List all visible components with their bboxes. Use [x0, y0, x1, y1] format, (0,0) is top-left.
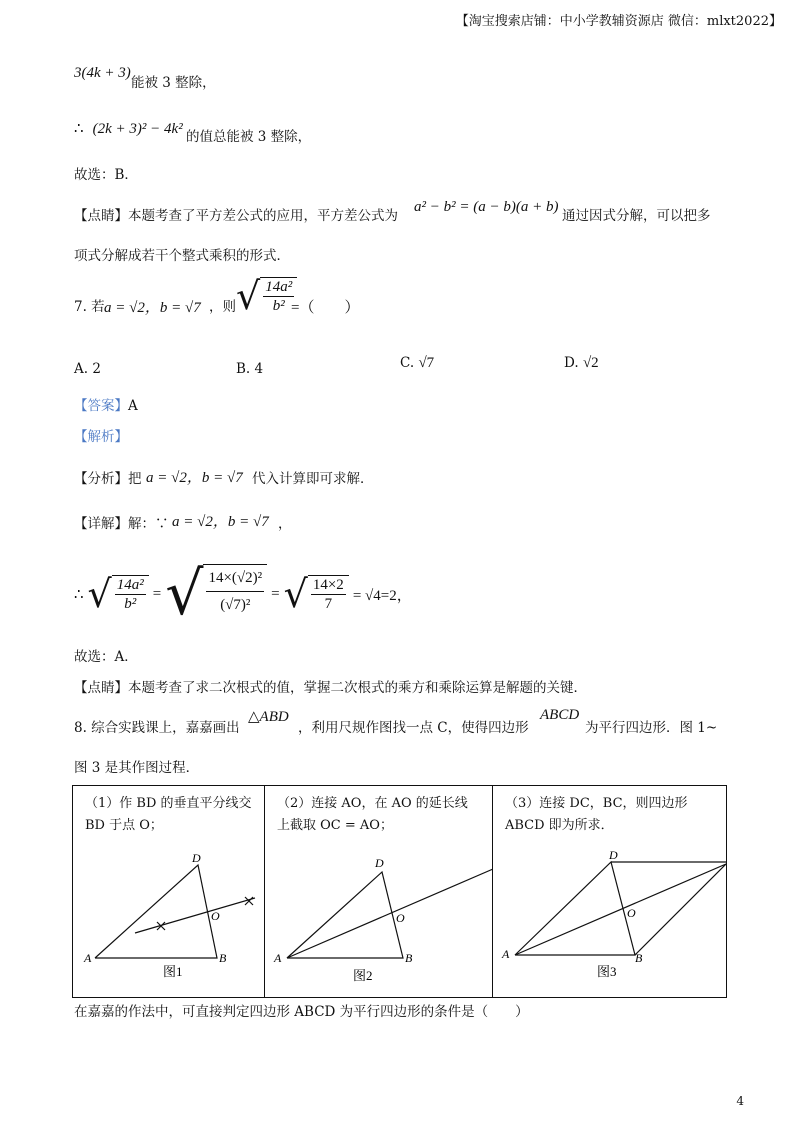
point-a-label: A	[502, 947, 510, 961]
page-number: 4	[736, 1094, 744, 1108]
point-b-label: B	[405, 951, 413, 965]
q7-condition: a = √2，b = √7	[104, 300, 201, 316]
option-b	[236, 360, 263, 378]
q7-frac-num: 14a²	[265, 279, 293, 295]
figure-cell-1	[73, 786, 265, 997]
point-o-label: O	[396, 911, 405, 925]
calculation-line: ∴ √ $\frac{\text{14a²}}{\text{b²}}$ = √ $\frac{\text{14×(√2)²}}{\text{(√7)²}}$ = √ $\frac{14\times 2}{7}$ = √4=2，	[74, 554, 412, 634]
point-d-label: D	[192, 851, 201, 865]
q8-question-line: 在嘉嘉的作法中，可直接判定四边形 ABCD 为平行四边形的条件是（ ）	[74, 1004, 529, 1020]
q8-line2: 图 3 是其作图过程．	[74, 760, 200, 776]
q8-triangle: △ABD	[248, 709, 289, 725]
expression-3-4k-plus-3: 3(4k + 3)	[74, 65, 131, 81]
expression-2k-plus-3-squared: (2k + 3)² − 4k²	[92, 121, 183, 137]
cell-3-line1: （3）连接 DC，BC，则四边形	[505, 796, 688, 811]
calc-therefore: ∴	[74, 586, 84, 603]
calc-tail: = √4=2，	[352, 587, 412, 604]
cell-1-line1: （1）作 BD 的垂直平分线交	[85, 796, 252, 811]
option-d-value: √2	[582, 355, 599, 371]
q8-quad: ABCD	[540, 707, 580, 723]
cell-3-line2: ABCD 即为所求．	[505, 818, 614, 833]
dianjing-1-post: 通过因式分解，可以把多	[562, 208, 711, 224]
difference-of-squares-formula: a² − b² = (a − b)(a + b)	[414, 199, 559, 215]
point-d-label: D	[375, 856, 384, 870]
q7-radical	[236, 272, 297, 320]
figure-3-diagram	[493, 786, 726, 997]
calc-num-1: 14a²	[116, 577, 144, 593]
figure-2-diagram	[265, 786, 493, 997]
radical-sign-icon: √	[283, 572, 308, 616]
option-b-label: B.	[236, 361, 251, 377]
construction-figure-table	[72, 785, 727, 998]
page-header: 【淘宝搜索店铺：中小学教辅资源店 微信：mlxt2022】	[455, 14, 782, 29]
radical-sign-icon: √	[236, 274, 261, 318]
cell-1-line2: BD 于点 O；	[85, 818, 163, 833]
choice-a-line: 故选：A．	[74, 649, 138, 665]
figure-cell-3	[493, 786, 726, 997]
point-o-label: O	[211, 909, 220, 923]
point-b-label: B	[635, 951, 643, 965]
radical-sign-icon: √	[87, 572, 112, 616]
cell-2-line2: 上截取 OC = AO；	[277, 818, 393, 833]
calc-num-2: 14×(√2)²	[206, 565, 264, 592]
option-d-label: D.	[564, 355, 579, 371]
answer-tag: 【答案】	[74, 398, 128, 414]
figure-1-caption: 图1	[163, 964, 183, 979]
option-c-label: C.	[400, 355, 415, 371]
choice-b-line: 故选：B．	[74, 167, 138, 183]
option-b-value: 4	[254, 361, 264, 377]
point-o-label: O	[627, 906, 636, 920]
point-d-label: D	[609, 848, 618, 862]
line-2-text: 的值总能被 3 整除，	[186, 129, 312, 145]
q8-line1-mid: ，利用尺规作图找一点 C，使得四边形	[298, 720, 529, 736]
option-a-value: 2	[92, 361, 101, 377]
answer-line	[74, 397, 138, 415]
answer-value: A	[128, 398, 138, 414]
therefore-symbol: ∴	[74, 121, 84, 137]
fenxi-label: 【分析】把	[74, 471, 142, 487]
fenxi-post: 代入计算即可求解．	[252, 471, 374, 487]
figure-3-caption: 图3	[597, 964, 617, 979]
line-1-text: 能被 3 整除，	[131, 75, 216, 91]
figure-cell-2	[265, 786, 493, 997]
calc-den-2: (√7)²	[220, 597, 251, 613]
option-c-value: √7	[418, 355, 435, 371]
line-2	[74, 118, 183, 138]
option-d	[564, 354, 599, 372]
q8-line1-pre: 8. 综合实践课上，嘉嘉画出	[74, 720, 240, 736]
q8-line1-post: 为平行四边形．图 1~	[585, 720, 718, 736]
dianjing-1: 【点睛】本题考查了平方差公式的应用，平方差公式为	[74, 208, 398, 224]
option-a-label: A.	[74, 361, 89, 377]
radical-sign-icon: √	[165, 559, 204, 629]
point-a-label: A	[274, 951, 282, 965]
dianjing-1-line2: 项式分解成若干个整式乘积的形式．	[74, 248, 290, 264]
q7-number: 7. 若	[74, 299, 105, 315]
figure-2-caption: 图2	[353, 968, 373, 983]
option-a	[74, 360, 101, 378]
calc-den-3: 7	[324, 596, 333, 612]
q7-equals: =（ ）	[291, 300, 360, 316]
xiangjie-expr: a = √2，b = √7	[172, 514, 269, 530]
xiangjie-label: 【详解】解：∵	[74, 516, 169, 532]
calc-num-3: 14×2	[312, 577, 344, 593]
option-c	[400, 354, 434, 372]
fenxi-expr: a = √2，b = √7	[146, 470, 243, 486]
cell-2-line1: （2）连接 AO，在 AO 的延长线	[277, 796, 468, 811]
q7-frac-den: b²	[272, 298, 285, 314]
dianjing-2: 【点睛】本题考查了求二次根式的值，掌握二次根式的乘方和乘除运算是解题的关键．	[74, 680, 587, 696]
point-b-label: B	[219, 951, 227, 965]
xiangjie-post: ，	[278, 516, 292, 532]
analysis-tag: 【解析】	[74, 429, 128, 445]
calc-den-1: b²	[124, 596, 137, 612]
point-a-label: A	[84, 951, 92, 965]
line-1	[74, 62, 131, 82]
figure-1-diagram	[73, 786, 265, 997]
q7-then: ，则	[209, 299, 236, 315]
